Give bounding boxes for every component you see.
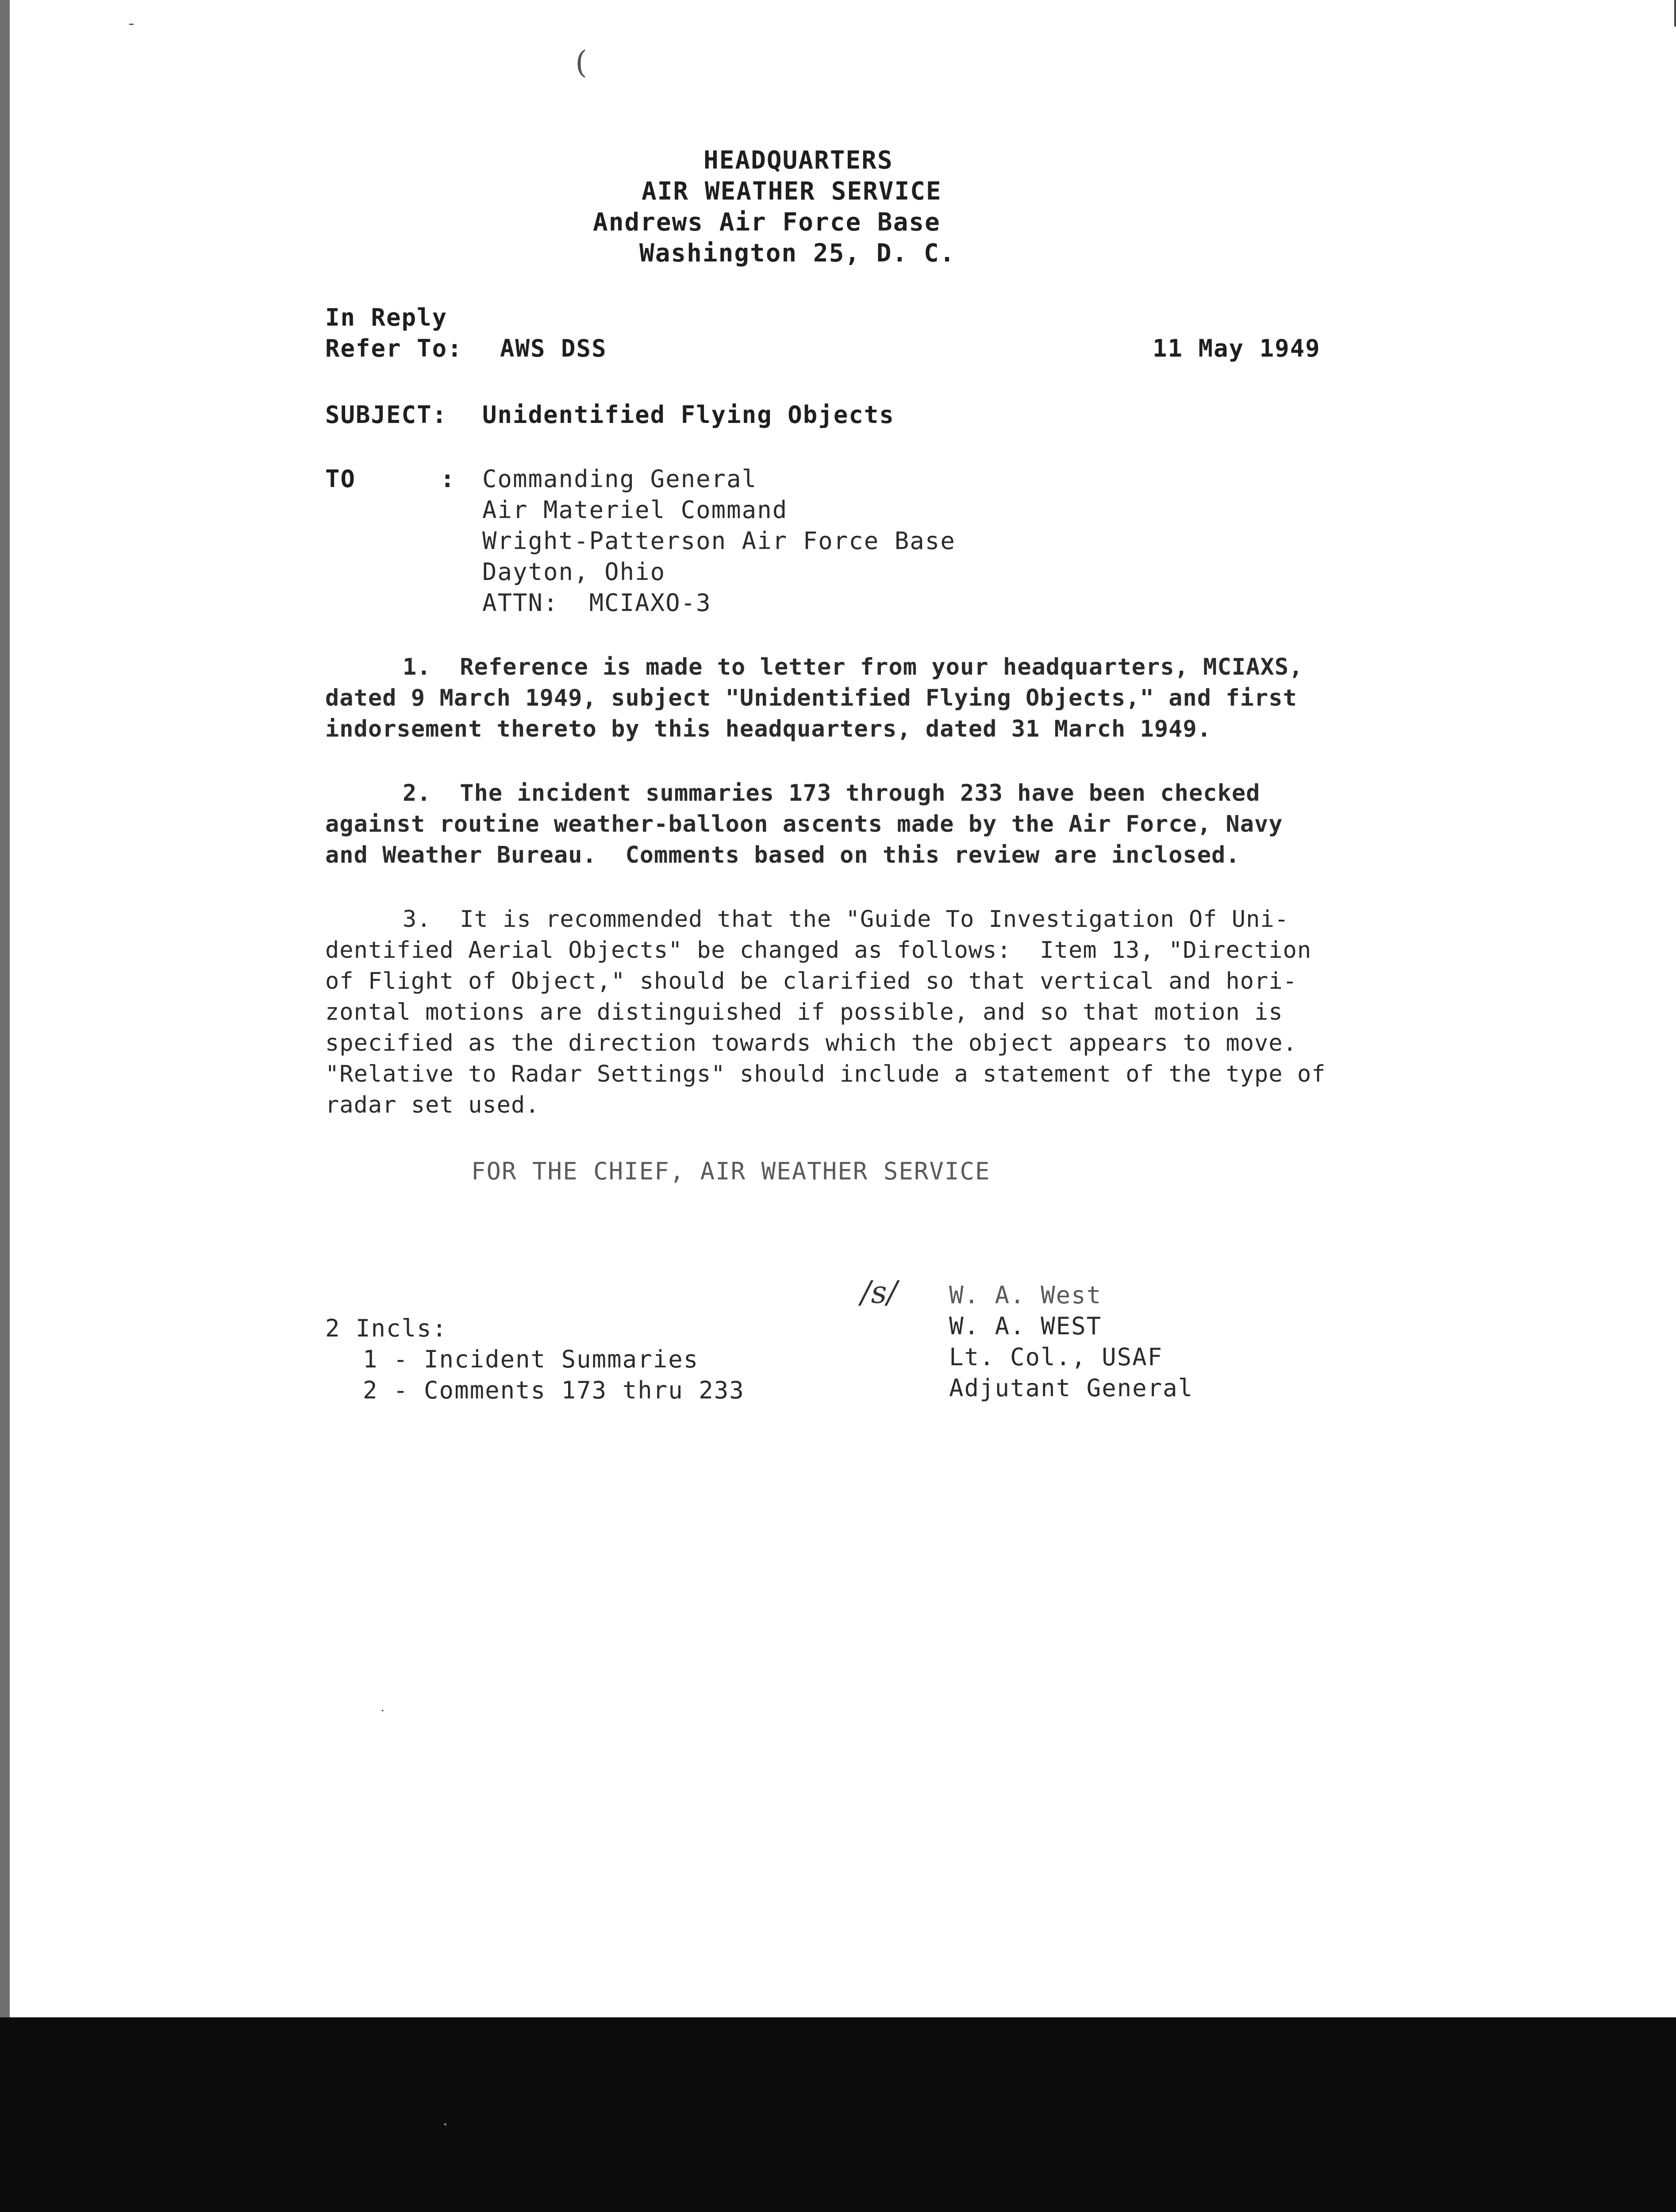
paragraph-2-line: and Weather Bureau. Comments based on this review are inclosed. [325,842,1240,868]
header-line-2: AIR WEATHER SERVICE [642,177,942,206]
scan-edge-left [0,0,10,2017]
signature-line: Adjutant General [949,1374,1194,1402]
to-line: Commanding General [482,465,757,493]
to-line: Air Materiel Command [482,496,788,524]
paragraph-3-line: specified as the direction towards which the object appears to move. [325,1030,1297,1056]
header-line-1: HEADQUARTERS [703,146,893,175]
inclosure-item: 1 - Incident Summaries [363,1345,699,1373]
to-line: Dayton, Ohio [482,558,666,586]
header-line-3: Andrews Air Force Base [593,208,941,237]
scan-mark-top: ( [575,44,588,81]
scan-mark-topleft: - [128,13,135,34]
paragraph-3-line: radar set used. [325,1092,540,1118]
paragraph-3-line: zontal motions are distinguished if possible, and so that motion is [325,999,1283,1025]
paragraph-2-line: 2. The incident summaries 173 through 233 have been checked [403,780,1261,806]
signature-line: W. A. WEST [949,1312,1102,1340]
paragraph-2-line: against routine weather-balloon ascents made by the Air Force, Navy [325,811,1283,837]
reply-label-2: Refer To: [325,334,463,362]
paragraph-3-line: of Flight of Object," should be clarified so that vertical and hori- [325,968,1297,995]
inclosures-label: 2 Incls: [325,1314,448,1342]
paragraph-3-line: 3. It is recommended that the "Guide To Investigation Of Uni- [403,906,1289,933]
letter-date: 11 May 1949 [1153,334,1321,362]
header-line-4: Washington 25, D. C. [639,239,956,268]
scan-edge-bottom [0,2017,1676,2212]
to-colon: : [440,465,456,493]
to-label: TO [325,465,356,493]
scan-edge-right [1674,0,1676,27]
subject-value: Unidentified Flying Objects [482,401,895,429]
to-line: Wright-Patterson Air Force Base [482,527,956,555]
paragraph-3-line: dentified Aerial Objects" be changed as follows: Item 13, "Direction [325,937,1312,964]
paragraph-1-line: 1. Reference is made to letter from your headquarters, MCIAXS, [403,654,1303,680]
reply-label-1: In Reply [325,303,448,331]
reply-reference: AWS DSS [500,334,607,362]
signature-line: Lt. Col., USAF [949,1343,1163,1371]
inclosure-item: 2 - Comments 173 thru 233 [363,1376,745,1404]
to-line: ATTN: MCIAXO-3 [482,589,711,617]
paragraph-3-line: "Relative to Radar Settings" should include a statement of the type of [325,1061,1326,1087]
signature-mark: /s/ [861,1274,898,1310]
signature-line: W. A. West [949,1281,1102,1309]
scan-speck: · [442,2115,448,2135]
scan-speck: · [381,1703,385,1719]
paragraph-1-line: indorsement thereto by this headquarters, dated 31 March 1949. [325,716,1212,742]
closing-line: FOR THE CHIEF, AIR WEATHER SERVICE [471,1157,991,1185]
subject-label: SUBJECT: [325,401,448,429]
paragraph-1-line: dated 9 March 1949, subject "Unidentified Flying Objects," and first [325,685,1297,711]
